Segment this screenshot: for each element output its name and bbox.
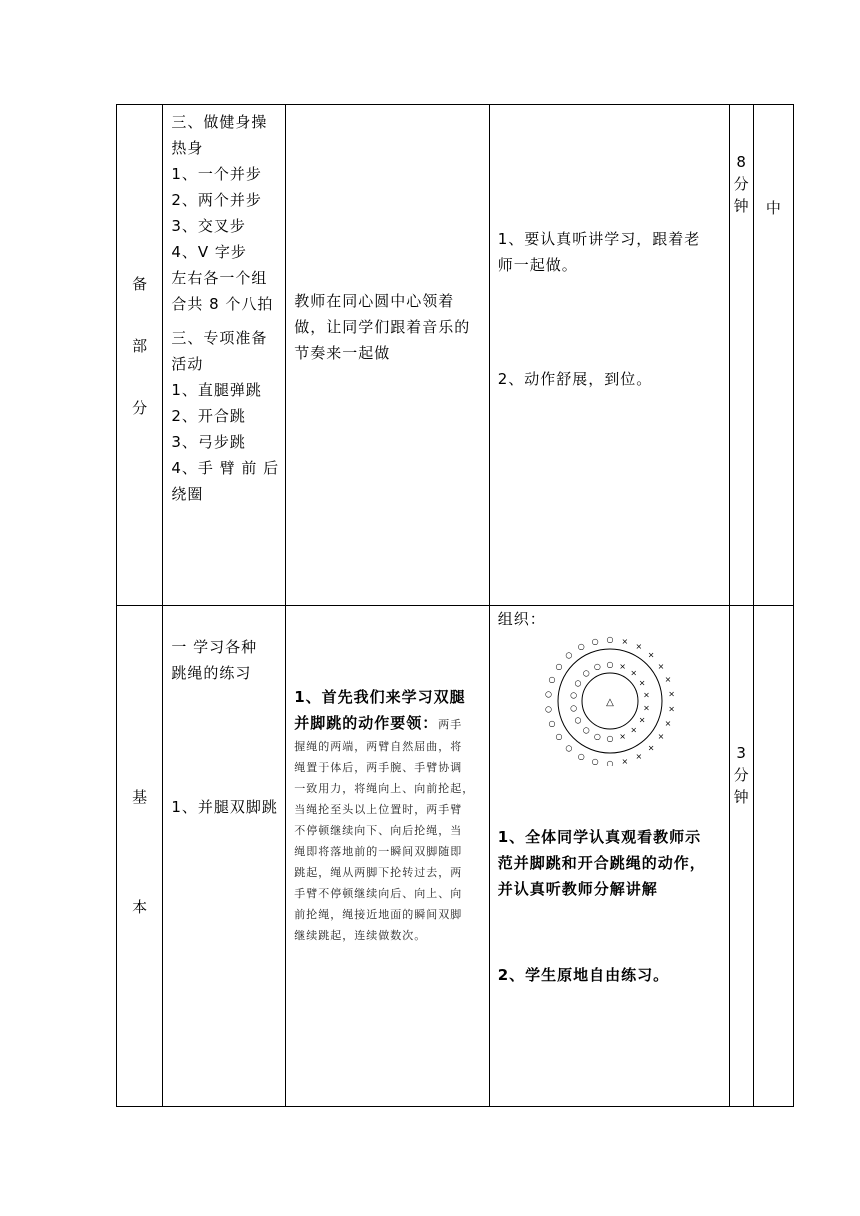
student-mark: ○: [545, 689, 553, 699]
student-mark: ○: [574, 678, 582, 688]
teacher-cell: [286, 606, 490, 1107]
other-mark: ×: [621, 757, 629, 766]
intensity-cell: [753, 105, 793, 606]
student-line: 师一起做。: [497, 256, 578, 274]
student-mark: ○: [570, 690, 578, 700]
content-line: 热身: [171, 139, 204, 157]
other-mark: ×: [619, 662, 627, 672]
content-line: 活动: [171, 355, 204, 373]
teacher-detail-line: 绳置于体后，两手腕、手臂协调: [294, 761, 463, 774]
teacher-cell: [286, 105, 490, 606]
intensity-value: 中: [765, 199, 781, 217]
student-mark: ○: [555, 732, 563, 742]
student-mark: ○: [606, 636, 614, 644]
other-mark: ×: [657, 732, 665, 742]
content-line: 左右各一个组: [171, 269, 268, 287]
section-label-char: 分: [132, 399, 148, 417]
teacher-detail-line: 继续跳起，连续做数次。: [294, 929, 427, 942]
student-mark: ○: [565, 650, 573, 660]
time-char: 分: [733, 766, 749, 784]
teacher-title-line: 并脚跳的动作要领：: [294, 714, 439, 732]
content-item: 1、并腿双脚跳: [171, 798, 278, 816]
teacher-line: 节奏来一起做: [294, 344, 391, 362]
time-char: 8: [736, 153, 746, 171]
content-line: 3、弓步跳: [171, 433, 246, 451]
student-line: 范并脚跳和开合跳绳的动作，: [497, 854, 706, 872]
student-cell: [489, 606, 729, 1107]
teacher-line: 教师在同心圆中心领着: [294, 292, 455, 310]
teacher-detail-line: 跳起，绳从两脚下抡转过去，两: [294, 866, 463, 879]
student-mark: ○: [593, 731, 601, 741]
other-mark: ×: [643, 690, 650, 700]
student-line: 1、全体同学认真观看教师示: [497, 828, 702, 846]
table-row-preparation: [117, 105, 794, 606]
content-lines: [171, 109, 279, 507]
student-line: 并认真听教师分解讲解: [497, 880, 658, 898]
teacher-line: 做，让同学们跟着音乐的: [294, 318, 471, 336]
other-mark: ×: [635, 751, 643, 761]
content-line: [171, 317, 279, 325]
student-line: 2、动作舒展，到位。: [497, 370, 653, 388]
content-cell: [163, 105, 286, 606]
student-mark: ○: [606, 734, 614, 743]
time-char: 3: [736, 744, 746, 762]
content-line: 合共 8 个八拍: [171, 295, 274, 313]
student-mark: ○: [582, 668, 590, 678]
student-mark: ○: [574, 715, 582, 725]
student-mark: ○: [606, 660, 614, 669]
time-char: 钟: [733, 788, 749, 806]
time-char: 分: [733, 175, 749, 193]
student-mark: ○: [548, 675, 556, 685]
student-mark: ○: [591, 757, 599, 766]
student-mark: ○: [570, 703, 578, 713]
time-cell: [729, 606, 753, 1107]
content-line: 4、手 臂 前 后: [171, 459, 280, 477]
other-mark: ×: [668, 689, 676, 699]
other-mark: ×: [664, 675, 672, 685]
content-line: 2、开合跳: [171, 407, 246, 425]
content-line: 三、专项准备: [171, 329, 268, 347]
section-label-cell: [117, 105, 163, 606]
section-label-char: 备: [132, 275, 148, 293]
teacher-title-line: 1、首先我们来学习双腿: [294, 688, 466, 706]
student-line: 1、要认真听讲学习，跟着老: [497, 230, 701, 248]
other-mark: ×: [643, 703, 650, 713]
table-row-basic: [117, 606, 794, 1107]
time-cell: [729, 105, 753, 606]
intensity-cell: [753, 606, 793, 1107]
section-label-char: 基: [132, 788, 148, 806]
other-mark: ×: [657, 661, 665, 671]
content-title-line: 一 学习各种: [171, 638, 258, 656]
organization-label: 组织：: [497, 610, 546, 628]
other-mark: ×: [638, 678, 646, 688]
student-mark: ○: [606, 759, 614, 766]
teacher-detail-line: 手臂不停顿继续向后、向上、向: [294, 887, 463, 900]
other-mark: ×: [638, 715, 646, 725]
student-mark: ○: [555, 661, 563, 671]
other-mark: ×: [647, 650, 655, 660]
teacher-detail-line: 握绳的两端，两臂自然屈曲，将: [294, 740, 463, 753]
student-cell: [489, 105, 729, 606]
other-mark: ×: [621, 636, 629, 646]
content-line: 绕圈: [171, 485, 204, 503]
content-line: 1、直腿弹跳: [171, 381, 262, 399]
other-mark: ×: [635, 642, 643, 652]
other-mark: ×: [647, 743, 655, 753]
content-cell: [163, 606, 286, 1107]
student-mark: ○: [593, 662, 601, 672]
student-mark: ○: [582, 725, 590, 735]
other-mark: ×: [664, 718, 672, 728]
teacher-detail-line: 当绳抡至头以上位置时，两手臂: [294, 803, 463, 816]
content-line: 1、一个并步: [171, 165, 262, 183]
other-mark: ×: [619, 731, 627, 741]
content-line: 3、交叉步: [171, 217, 246, 235]
student-line: 2、学生原地自由练习。: [497, 966, 670, 984]
teacher-detail-line: 前抡绳，绳接近地面的瞬间双脚: [294, 908, 463, 921]
student-mark: ○: [545, 704, 553, 714]
teacher-detail: [294, 736, 483, 946]
other-mark: ×: [668, 704, 676, 714]
teacher-detail-line: 不停顿继续向下、向后抡绳，当: [294, 824, 463, 837]
section-label-char: 本: [132, 898, 148, 916]
formation-diagram: [540, 636, 680, 766]
student-mark: ○: [577, 642, 585, 652]
student-mark: ○: [591, 636, 599, 646]
content-line: 三、做健身操: [171, 113, 268, 131]
teacher-detail-line: 两手: [438, 718, 463, 731]
other-mark: ×: [630, 725, 638, 735]
student-mark: ○: [577, 751, 585, 761]
student-mark: ○: [565, 743, 573, 753]
time-char: 钟: [733, 197, 749, 215]
student-mark: ○: [548, 718, 556, 728]
teacher-detail-line: 一致用力，将绳向上、向前抡起，: [294, 782, 475, 795]
content-line: 2、两个并步: [171, 191, 262, 209]
teacher-mark: △: [606, 697, 614, 708]
section-label-cell: [117, 606, 163, 1107]
content-title-line: 跳绳的练习: [171, 664, 252, 682]
lesson-plan-table: [116, 104, 794, 1107]
section-label-char: 部: [132, 337, 148, 355]
content-line: 4、V 字步: [171, 243, 247, 261]
teacher-detail-line: 绳即将落地前的一瞬间双脚随即: [294, 845, 463, 858]
other-mark: ×: [630, 668, 638, 678]
